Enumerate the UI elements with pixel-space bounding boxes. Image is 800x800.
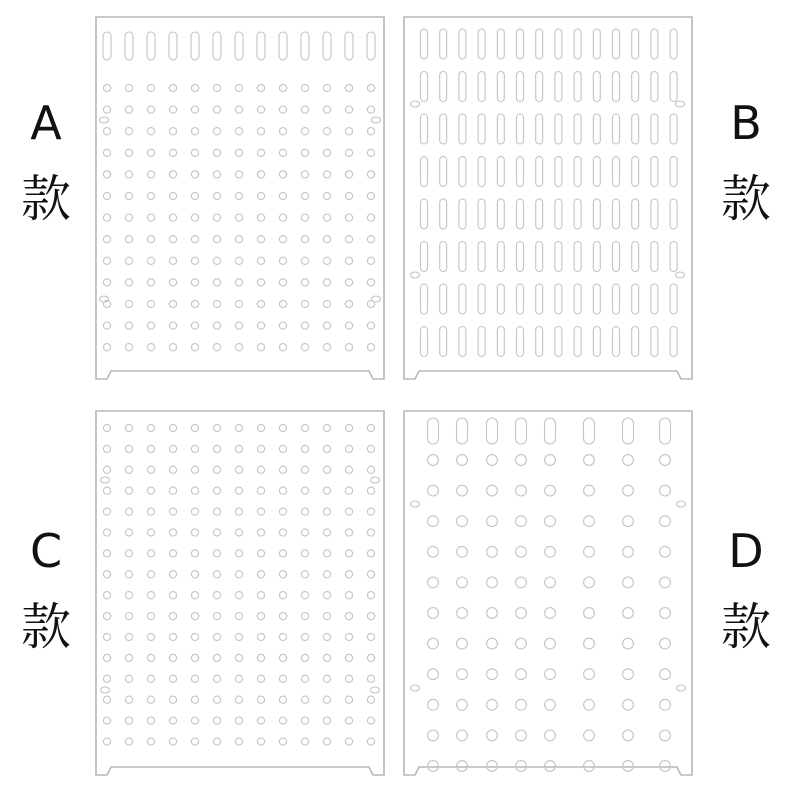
variant-d-suffix: 款 <box>721 598 771 656</box>
pegboard-panel-a <box>95 16 385 380</box>
variant-c-suffix: 款 <box>21 598 71 656</box>
variant-d-letter: D <box>728 524 764 578</box>
variant-d-label <box>706 524 786 656</box>
variant-a-letter: A <box>30 96 62 150</box>
variant-b-label <box>706 96 786 228</box>
variant-c-letter: C <box>29 524 63 578</box>
pegboard-panel-d <box>403 410 693 776</box>
board-outline <box>404 17 692 379</box>
pegboard-panel-c <box>95 410 385 776</box>
board-outline <box>96 17 384 379</box>
variant-a-suffix: 款 <box>21 170 71 228</box>
variant-b-suffix: 款 <box>721 170 771 228</box>
variant-c-label <box>6 524 86 656</box>
variant-a-label <box>6 96 86 228</box>
board-outline <box>96 411 384 775</box>
pegboard-panel-b <box>403 16 693 380</box>
variant-b-letter: B <box>730 96 762 150</box>
